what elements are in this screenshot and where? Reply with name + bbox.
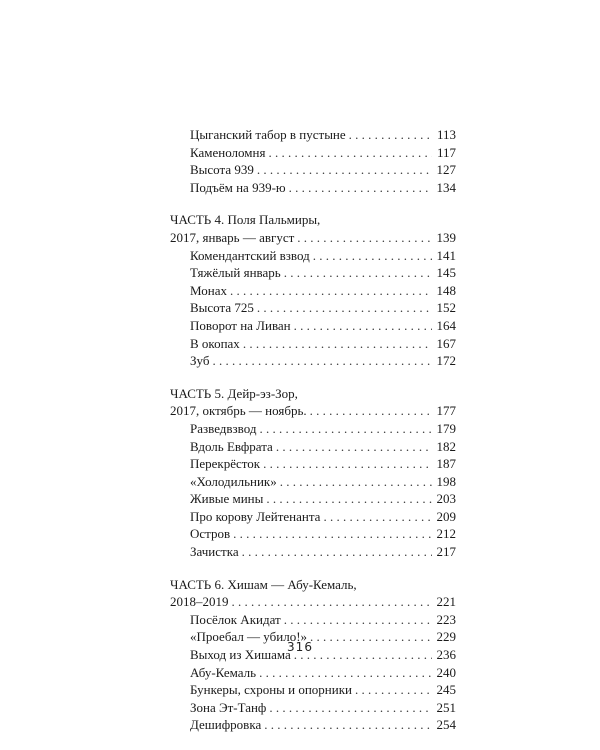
toc-entry-page: 113 (436, 127, 456, 142)
toc-entry-page: 254 (436, 717, 456, 733)
toc-entry-title: Зачистка (190, 544, 239, 560)
part-heading-line2[interactable] (170, 593, 456, 611)
toc-entry-title: Зуб (190, 353, 210, 369)
toc-entry-page: 187 (436, 456, 456, 472)
toc-entry-title: Поворот на Ливан (190, 317, 291, 333)
toc-entry[interactable] (170, 317, 456, 335)
toc-entry[interactable] (170, 282, 456, 300)
toc-entry[interactable] (170, 490, 456, 508)
toc-part-6 (170, 576, 456, 734)
toc-entry[interactable] (170, 352, 456, 370)
dot-leader (268, 144, 432, 162)
toc-entry-page: 172 (436, 353, 456, 369)
toc-entry-page: 198 (436, 473, 456, 489)
dot-leader (263, 455, 432, 473)
toc-entry-title: «Холодильник» (190, 473, 277, 489)
toc-entry[interactable] (170, 681, 456, 699)
dot-leader (349, 126, 432, 144)
toc-entry-page: 217 (436, 544, 456, 560)
toc-entry-page: 127 (436, 162, 456, 178)
page-number: 316 (287, 640, 313, 654)
toc-entry[interactable] (170, 716, 456, 734)
dot-leader (243, 335, 432, 353)
dot-leader (310, 402, 432, 420)
toc-entry[interactable] (170, 543, 456, 561)
toc-entry-page: 164 (436, 317, 456, 333)
dot-leader (257, 299, 432, 317)
toc-entry-title: Подъём на 939-ю (190, 179, 286, 195)
part-heading[interactable]: ЧАСТЬ 6. Хишам — Абу-Кемаль, (170, 576, 357, 592)
toc-entry-title: Перекрёсток (190, 456, 261, 472)
dot-leader (289, 179, 432, 197)
dot-leader (242, 543, 432, 561)
toc-entry[interactable] (170, 611, 456, 629)
dot-leader (266, 490, 432, 508)
toc-entry-page: 179 (436, 420, 456, 436)
toc-entry-title: Монах (190, 282, 227, 298)
toc-entry-page: 152 (436, 300, 456, 316)
toc-entry-title: Каменоломня (190, 144, 266, 160)
toc-entry-page: 148 (436, 282, 456, 298)
toc-entry[interactable] (170, 179, 456, 197)
table-of-contents (170, 126, 456, 749)
dot-leader (323, 508, 432, 526)
dot-leader (355, 681, 432, 699)
toc-entry[interactable] (170, 508, 456, 526)
dot-leader (269, 699, 432, 717)
dot-leader (284, 611, 432, 629)
toc-entry[interactable] (170, 247, 456, 265)
toc-entry-page: 141 (436, 247, 456, 263)
part-heading[interactable]: ЧАСТЬ 4. Поля Пальмиры, (170, 212, 321, 228)
part-heading-line2[interactable] (170, 402, 456, 420)
dot-leader (264, 716, 432, 734)
dot-leader (276, 438, 432, 456)
toc-entry-title: Про корову Лейтенанта (190, 508, 321, 524)
toc-entry-title: Комендантский взвод (190, 247, 310, 263)
toc-entry-title: Живые мины (190, 491, 264, 507)
toc-entry-page: 251 (436, 699, 456, 715)
toc-entry-page: 209 (436, 508, 456, 524)
toc-entry-title: Посёлок Акидат (190, 611, 281, 627)
toc-entry[interactable] (170, 525, 456, 543)
dot-leader (230, 282, 432, 300)
toc-entry-title: Бункеры, схроны и опорники (190, 682, 352, 698)
toc-entry[interactable] (170, 420, 456, 438)
toc-entry-page: 223 (436, 611, 456, 627)
toc-entry-page: 245 (436, 682, 456, 698)
toc-entry-page: 117 (436, 144, 456, 160)
toc-entry-title: Выход из Хишама (190, 647, 291, 663)
toc-entry-page: 145 (436, 265, 456, 281)
dot-leader (259, 664, 432, 682)
toc-entry-page: 236 (436, 647, 456, 663)
toc-entry-title: Дешифровка (190, 717, 262, 733)
toc-entry[interactable] (170, 264, 456, 282)
toc-entry-page: 182 (436, 438, 456, 454)
toc-intro-group (170, 126, 456, 196)
toc-entry[interactable] (170, 455, 456, 473)
dot-leader (232, 593, 433, 611)
dot-leader (284, 264, 432, 282)
toc-entry[interactable] (170, 335, 456, 353)
toc-entry-page: 203 (436, 491, 456, 507)
toc-entry-title: Вдоль Евфрата (190, 438, 273, 454)
toc-entry[interactable] (170, 473, 456, 491)
dot-leader (280, 473, 432, 491)
toc-entry-page: 134 (436, 179, 456, 195)
dot-leader (212, 352, 432, 370)
toc-entry-title: Высота 939 (190, 162, 254, 178)
toc-entry-title: Цыганский табор в пустыне (190, 127, 346, 142)
toc-entry[interactable] (170, 161, 456, 179)
part-subtitle: 2018–2019 (170, 594, 229, 610)
toc-entry-title: Зона Эт-Танф (190, 699, 267, 715)
part-subtitle: 2017, январь — август (170, 229, 295, 245)
part-page: 139 (436, 229, 456, 245)
toc-entry-title: Тяжёлый январь (190, 265, 281, 281)
part-heading[interactable]: ЧАСТЬ 5. Дейр-эз-Зор, (170, 385, 298, 401)
toc-entry-page: 240 (436, 664, 456, 680)
dot-leader (297, 229, 432, 247)
part-heading-line2[interactable] (170, 229, 456, 247)
toc-entry-title: Остров (190, 526, 231, 542)
dot-leader (233, 525, 432, 543)
toc-entry[interactable] (170, 699, 456, 717)
toc-part-4 (170, 211, 456, 369)
toc-entry-title: Абу-Кемаль (190, 664, 257, 680)
toc-entry[interactable] (170, 438, 456, 456)
toc-entry-page: 167 (436, 335, 456, 351)
toc-entry[interactable] (170, 144, 456, 162)
toc-entry[interactable] (170, 126, 456, 144)
dot-leader (257, 161, 432, 179)
toc-entry-page: 229 (436, 629, 456, 645)
toc-entry-page: 212 (436, 526, 456, 542)
toc-part-5 (170, 385, 456, 561)
toc-entry-title: Высота 725 (190, 300, 254, 316)
dot-leader (259, 420, 432, 438)
part-subtitle: 2017, октябрь — ноябрь. (170, 403, 307, 419)
dot-leader (313, 247, 432, 265)
toc-entry-title: В окопах (190, 335, 240, 351)
toc-entry-title: Разведвзвод (190, 420, 257, 436)
part-page: 221 (436, 594, 456, 610)
part-page: 177 (436, 403, 456, 419)
dot-leader (294, 317, 432, 335)
toc-entry[interactable] (170, 299, 456, 317)
toc-entry-title: «Проебал — убило!» (190, 629, 308, 645)
toc-entry[interactable] (170, 664, 456, 682)
